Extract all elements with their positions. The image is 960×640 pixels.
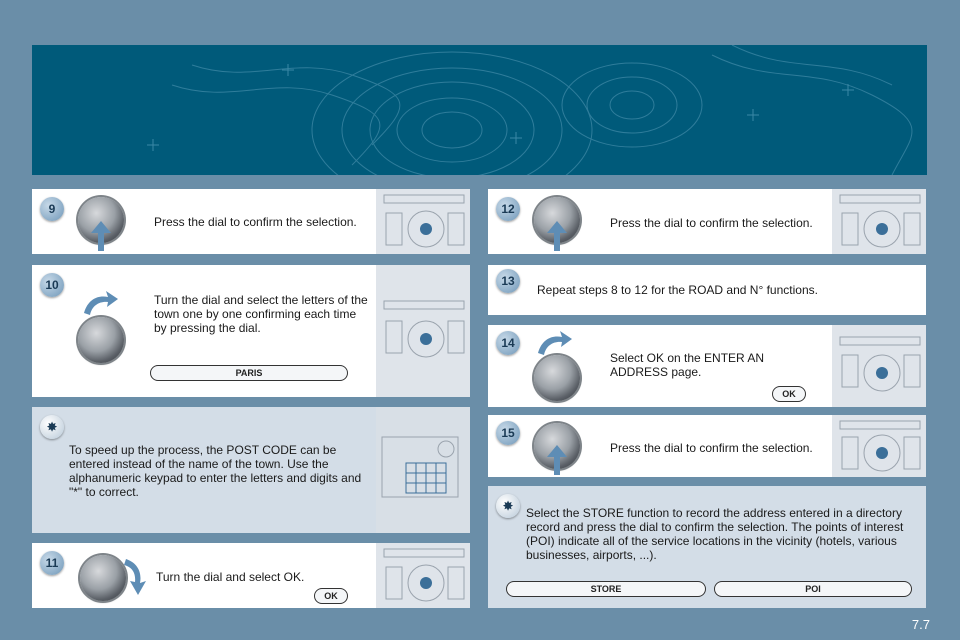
header-banner xyxy=(32,45,927,175)
radio-console-icon xyxy=(832,189,926,254)
radio-console-icon xyxy=(832,325,926,407)
tip-lightbulb-icon: ✸ xyxy=(40,415,64,439)
radio-console-icon xyxy=(832,415,926,477)
step-9-card xyxy=(32,189,470,254)
console-image xyxy=(832,189,926,254)
radio-console-icon xyxy=(376,265,470,397)
console-image xyxy=(376,189,470,254)
step-11-text: Turn the dial and select OK. xyxy=(156,570,305,584)
step-12-text: Press the dial to confirm the selection. xyxy=(610,216,813,230)
step-14-text: Select OK on the ENTER AN ADDRESS page. xyxy=(610,351,765,379)
console-image xyxy=(376,543,470,608)
radio-console-icon xyxy=(376,543,470,608)
step-10-text: Turn the dial and select the letters of the town one by one confirming each time by pressing the dial. xyxy=(154,293,368,335)
tip-card xyxy=(488,486,926,608)
step-15-card xyxy=(488,415,926,477)
step-15-text: Press the dial to confirm the selection. xyxy=(610,441,813,455)
ok-pill[interactable]: OK xyxy=(314,588,348,604)
dial-icon[interactable] xyxy=(78,317,124,363)
tip-card xyxy=(32,407,470,533)
tip-1-text: To speed up the process, the POST CODE can be entered instead of the name of the town. Use the alphanumeric keypad to enter the letters and digits and "*" to correct. xyxy=(69,443,362,499)
curved-arrow-down-icon xyxy=(124,557,150,595)
keypad-console-icon xyxy=(376,407,470,533)
step-15-badge: 15 xyxy=(496,421,520,445)
step-9-badge: 9 xyxy=(40,197,64,221)
console-image xyxy=(832,325,926,407)
step-12-badge: 12 xyxy=(496,197,520,221)
step-10-badge: 10 xyxy=(40,273,64,297)
step-12-card xyxy=(488,189,926,254)
store-pill[interactable]: STORE xyxy=(506,581,706,597)
radio-console-icon xyxy=(376,189,470,254)
step-13-badge: 13 xyxy=(496,269,520,293)
step-13-text: Repeat steps 8 to 12 for the ROAD and N° functions. xyxy=(537,283,818,297)
curved-arrow-icon xyxy=(82,289,118,315)
arrow-up-icon xyxy=(547,221,567,251)
step-9-text: Press the dial to confirm the selection. xyxy=(154,215,357,229)
page-number: 7.7 xyxy=(911,617,930,632)
dial-icon[interactable] xyxy=(534,355,580,401)
step-11-badge: 11 xyxy=(40,551,64,575)
paris-pill[interactable]: PARIS xyxy=(150,365,348,381)
curved-arrow-icon xyxy=(536,329,572,355)
dial-icon[interactable] xyxy=(80,555,126,601)
step-11-card xyxy=(32,543,470,608)
poi-pill[interactable]: POI xyxy=(714,581,912,597)
tip-lightbulb-icon: ✸ xyxy=(496,494,520,518)
arrow-up-icon xyxy=(547,445,567,475)
arrow-up-icon xyxy=(91,221,111,251)
step-14-badge: 14 xyxy=(496,331,520,355)
ok-pill[interactable]: OK xyxy=(772,386,806,402)
console-image xyxy=(376,265,470,397)
keypad-image xyxy=(376,407,470,533)
tip-2-text: Select the STORE function to record the address entered in a directory record and press the dial to confirm the selection. The points of interest (POI) indicate all of the service locations in the vicinity (hotels, various businesses, airports, ...). xyxy=(526,506,904,562)
step-13-card xyxy=(488,265,926,315)
step-10-card xyxy=(32,265,470,397)
console-image xyxy=(832,415,926,477)
topographic-map-icon xyxy=(32,45,927,175)
step-14-card xyxy=(488,325,926,407)
